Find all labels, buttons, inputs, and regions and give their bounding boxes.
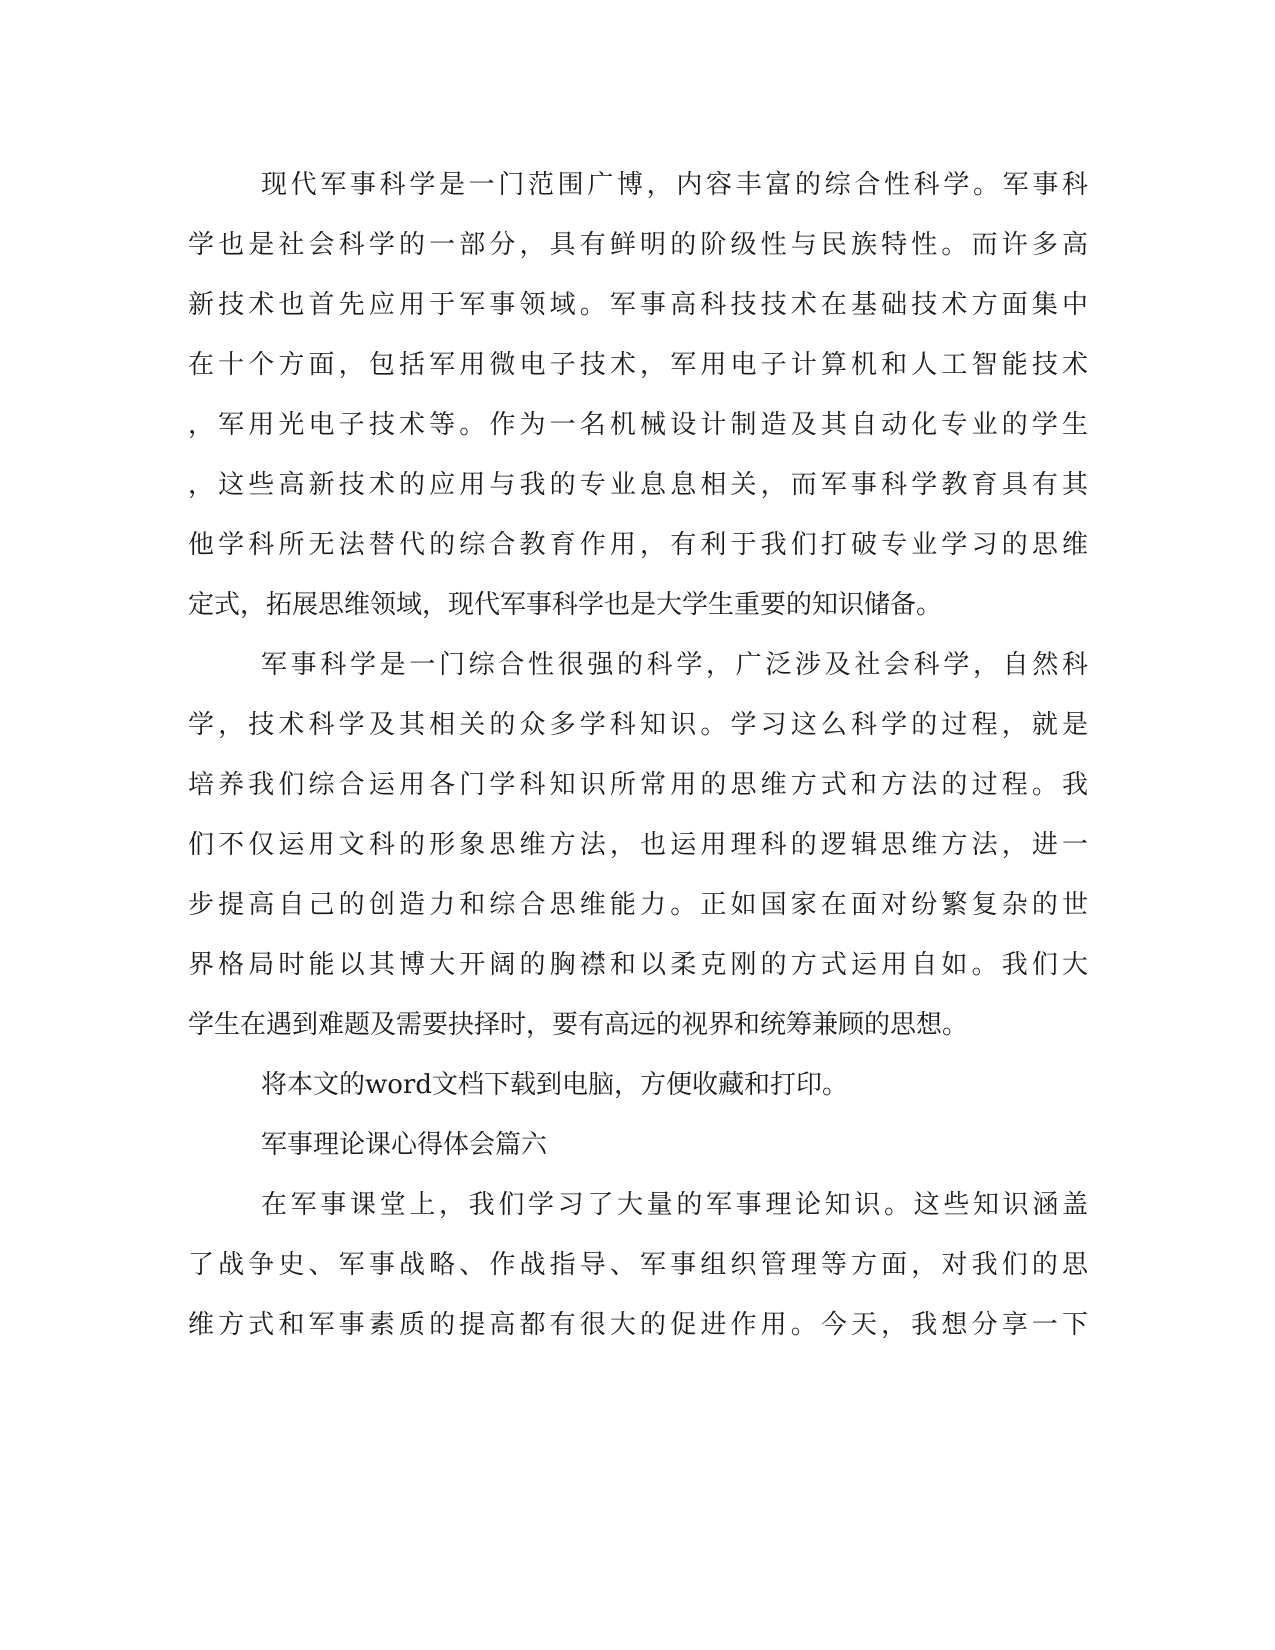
paragraph-2-line-1: 军事科学是一门综合性很强的科学，广泛涉及社会科学，自然科 bbox=[261, 650, 1088, 680]
paragraph-3-line-1: 在军事课堂上，我们学习了大量的军事理论知识。这些知识涵盖 bbox=[261, 1190, 1088, 1220]
paragraph-2-line-6: 界格局时能以其博大开阔的胸襟和以柔克刚的方式运用自如。我们大 bbox=[188, 950, 1088, 980]
section-heading: 军事理论课心得体会篇六 bbox=[261, 1130, 548, 1160]
paragraph-1-line-6: ，这些高新技术的应用与我的专业息息相关，而军事科学教育具有其 bbox=[188, 470, 1088, 500]
paragraph-2-line-3: 培养我们综合运用各门学科知识所常用的思维方式和方法的过程。我 bbox=[188, 770, 1088, 800]
paragraph-1-line-8: 定式，拓展思维领域，现代军事科学也是大学生重要的知识储备。 bbox=[188, 590, 943, 620]
paragraph-1-line-2: 学也是社会科学的一部分，具有鲜明的阶级性与民族特性。而许多高 bbox=[188, 230, 1088, 260]
paragraph-1-line-7: 他学科所无法替代的综合教育作用，有利于我们打破专业学习的思维 bbox=[188, 530, 1088, 560]
download-note: 将本文的word文档下载到电脑，方便收藏和打印。 bbox=[261, 1070, 848, 1100]
paragraph-3-line-3: 维方式和军事素质的提高都有很大的促进作用。今天，我想分享一下 bbox=[188, 1310, 1088, 1340]
paragraph-1-line-1: 现代军事科学是一门范围广博，内容丰富的综合性科学。军事科 bbox=[261, 170, 1088, 200]
paragraph-2-line-5: 步提高自己的创造力和综合思维能力。正如国家在面对纷繁复杂的世 bbox=[188, 890, 1088, 920]
paragraph-3-line-2: 了战争史、军事战略、作战指导、军事组织管理等方面，对我们的思 bbox=[188, 1250, 1088, 1280]
paragraph-2-line-7: 学生在遇到难题及需要抉择时，要有高远的视界和统筹兼顾的思想。 bbox=[188, 1010, 969, 1040]
paragraph-1-line-3: 新技术也首先应用于军事领域。军事高科技技术在基础技术方面集中 bbox=[188, 290, 1088, 320]
paragraph-2-line-4: 们不仅运用文科的形象思维方法，也运用理科的逻辑思维方法，进一 bbox=[188, 830, 1088, 860]
document-body bbox=[188, 155, 1088, 1355]
paragraph-1-line-4: 在十个方面，包括军用微电子技术，军用电子计算机和人工智能技术 bbox=[188, 350, 1088, 380]
paragraph-2-line-2: 学，技术科学及其相关的众多学科知识。学习这么科学的过程，就是 bbox=[188, 710, 1088, 740]
paragraph-1-line-5: ，军用光电子技术等。作为一名机械设计制造及其自动化专业的学生 bbox=[188, 410, 1088, 440]
